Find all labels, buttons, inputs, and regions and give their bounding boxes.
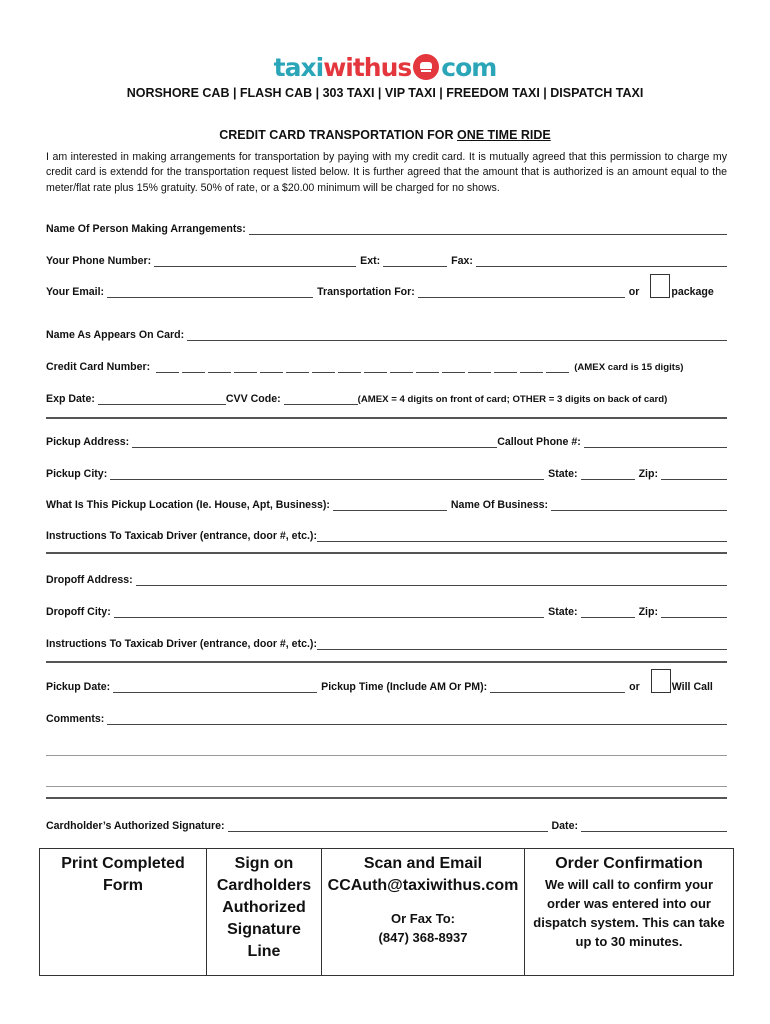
dropoff-state-field[interactable]	[581, 608, 635, 618]
row-phone	[46, 253, 727, 267]
email-label: Your Email:	[46, 286, 105, 298]
step-print	[40, 849, 207, 975]
intro-paragraph: I am interested in making arrangements for transportation by paying with my credit card. It is mutually agreed that this permission to charge my credit card is extendd for the transportation request listed below. It is further agreed that the amount that is authorized is an amount equal to the meter/flat rate plus 15% gratuity. 50% of rate, or a $20.00 minimum will be charged for no shows.	[46, 151, 727, 194]
arranger-field[interactable]	[249, 225, 727, 235]
step-scan-fax-number: (847) 368-8937	[378, 930, 468, 945]
signature-field[interactable]	[228, 822, 548, 832]
comments-label: Comments:	[46, 713, 105, 725]
cvv-label: CVV Code:	[225, 393, 281, 405]
row-dropoff-city	[46, 604, 727, 618]
taxi-car-icon	[413, 54, 439, 80]
will-call-label: Will Call	[671, 681, 713, 693]
date-field[interactable]	[581, 822, 727, 832]
step-scan-title: Scan and Email	[363, 855, 483, 872]
logo-text-withus: withus	[323, 52, 412, 82]
row-dropoff-address	[46, 572, 727, 586]
dropoff-instructions-field[interactable]	[317, 640, 727, 650]
name-on-card-label: Name As Appears On Card:	[46, 329, 185, 341]
row-cc-number	[46, 359, 727, 373]
step-sign-line: Line	[247, 943, 281, 960]
dropoff-state-label: State:	[548, 606, 578, 618]
pickup-zip-label: Zip:	[638, 468, 658, 480]
row-arranger	[46, 221, 727, 235]
exp-date-field[interactable]	[98, 395, 226, 405]
row-pickup-instructions	[46, 528, 727, 542]
step-scan-fax-label: Or Fax To:	[390, 911, 456, 926]
step-confirm-line: up to 30 minutes.	[575, 934, 683, 949]
fax-label: Fax:	[451, 255, 473, 267]
step-confirm-line: order was entered into our	[547, 896, 711, 911]
cvv-note: (AMEX = 4 digits on front of card; OTHER = 3 digits on back of card)	[357, 394, 668, 405]
logo	[0, 50, 770, 84]
dropoff-city-label: Dropoff City:	[46, 606, 111, 618]
row-name-on-card	[46, 327, 727, 341]
pickup-date-field[interactable]	[113, 683, 317, 693]
step-sign-line: Authorized	[222, 899, 306, 916]
logo-text-com: com	[441, 52, 497, 82]
row-signature	[46, 818, 727, 832]
transport-for-label: Transportation For:	[317, 286, 415, 298]
row-pickup-address	[46, 434, 727, 448]
comments-field[interactable]	[107, 715, 727, 725]
fax-field[interactable]	[476, 257, 727, 267]
row-dropoff-instructions	[46, 636, 727, 650]
step-sign-line: Cardholders	[216, 877, 312, 894]
comments-line[interactable]	[46, 755, 727, 756]
step-scan	[322, 849, 525, 975]
dropoff-city-field[interactable]	[114, 608, 544, 618]
step-sign-line: Signature	[227, 921, 301, 938]
ext-label: Ext:	[360, 255, 381, 267]
row-pickup-city	[46, 466, 727, 480]
step-print-line: Form	[103, 877, 143, 894]
row-email	[46, 284, 727, 298]
dropoff-instructions-label: Instructions To Taxicab Driver (entrance, door #, etc.):	[46, 638, 317, 650]
cvv-field[interactable]	[284, 395, 358, 405]
pickup-date-label: Pickup Date:	[46, 681, 111, 693]
pickup-address-label: Pickup Address:	[46, 436, 130, 448]
step-confirm-title: Order Confirmation	[555, 855, 703, 872]
dropoff-address-label: Dropoff Address:	[46, 574, 133, 586]
signature-label: Cardholder’s Authorized Signature:	[46, 820, 225, 832]
pickup-instructions-label: Instructions To Taxicab Driver (entrance, door #, etc.):	[46, 530, 317, 542]
pickup-state-field[interactable]	[581, 470, 635, 480]
step-sign	[207, 849, 322, 975]
phone-field[interactable]	[154, 257, 356, 267]
date-label: Date:	[551, 820, 578, 832]
divider	[46, 552, 727, 554]
callout-phone-label: Callout Phone #:	[497, 436, 581, 448]
ext-field[interactable]	[383, 257, 447, 267]
package-checkbox[interactable]	[650, 274, 670, 298]
form-title-underlined: ONE TIME RIDE	[456, 128, 551, 142]
step-confirm-line: We will call to confirm your	[544, 877, 714, 892]
logo-text-taxi: taxi	[273, 52, 324, 82]
step-sign-line: Sign on	[234, 855, 294, 872]
step-confirm-line: dispatch system. This can take	[533, 915, 725, 930]
divider	[46, 417, 727, 419]
cc-number-field[interactable]	[156, 359, 572, 373]
email-field[interactable]	[107, 288, 313, 298]
divider	[46, 797, 727, 799]
dropoff-zip-field[interactable]	[661, 608, 727, 618]
pickup-city-field[interactable]	[110, 470, 544, 480]
transport-for-field[interactable]	[418, 288, 625, 298]
pickup-instructions-field[interactable]	[317, 532, 727, 542]
instruction-steps	[39, 848, 734, 976]
or-label: or	[628, 286, 640, 298]
row-comments	[46, 711, 727, 725]
pickup-zip-field[interactable]	[661, 470, 727, 480]
phone-label: Your Phone Number:	[46, 255, 152, 267]
will-call-checkbox[interactable]	[651, 669, 671, 693]
row-pickup-location	[46, 497, 727, 511]
pickup-city-label: Pickup City:	[46, 468, 108, 480]
pickup-address-field[interactable]	[132, 438, 497, 448]
pickup-time-field[interactable]	[490, 683, 625, 693]
package-label: package	[671, 286, 714, 298]
step-print-line: Print Completed	[61, 855, 185, 872]
form-title-prefix: CREDIT CARD TRANSPORTATION FOR	[219, 128, 457, 142]
arranger-label: Name Of Person Making Arrangements:	[46, 223, 246, 235]
business-name-field[interactable]	[551, 501, 727, 511]
pickup-location-field[interactable]	[333, 501, 447, 511]
callout-phone-field[interactable]	[584, 438, 727, 448]
pickup-time-label: Pickup Time (Include AM Or PM):	[321, 681, 488, 693]
divider	[46, 661, 727, 663]
cc-number-label: Credit Card Number:	[46, 361, 151, 373]
exp-date-label: Exp Date:	[46, 393, 95, 405]
dropoff-zip-label: Zip:	[638, 606, 658, 618]
or-label: or	[629, 681, 640, 693]
form-title	[0, 128, 770, 142]
step-scan-email[interactable]: CCAuth@taxiwithus.com	[327, 877, 519, 894]
step-confirm	[525, 849, 733, 975]
row-exp-cvv	[46, 391, 727, 405]
cc-number-note: (AMEX card is 15 digits)	[574, 362, 684, 373]
comments-line[interactable]	[46, 786, 727, 787]
pickup-location-label: What Is This Pickup Location (Ie. House, Apt, Business):	[46, 499, 330, 511]
name-on-card-field[interactable]	[187, 331, 727, 341]
business-name-label: Name Of Business:	[450, 499, 549, 511]
company-list: NORSHORE CAB | FLASH CAB | 303 TAXI | VIP TAXI | FREEDOM TAXI | DISPATCH TAXI	[126, 86, 644, 100]
pickup-state-label: State:	[548, 468, 578, 480]
dropoff-address-field[interactable]	[136, 576, 727, 586]
row-pickup-date-time	[46, 679, 727, 693]
